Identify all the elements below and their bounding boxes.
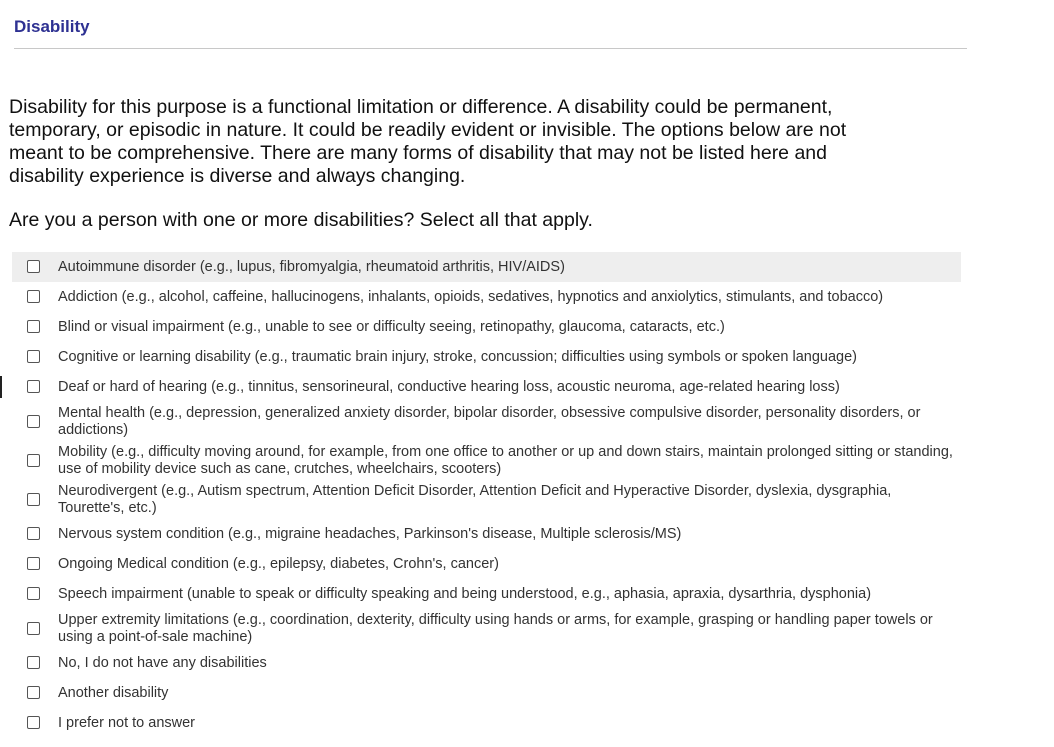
option-label: Mobility (e.g., difficulty moving around, for example, from one office to another or up and down stairs, maintain prolonged sitting or standing, use of mobility device such as cane, crutches, wheelchairs, scooters) — [58, 443, 953, 477]
option-label: No, I do not have any disabilities — [58, 654, 267, 671]
option-mental-health[interactable] — [12, 402, 961, 441]
option-neurodivergent[interactable] — [12, 480, 961, 519]
question-prompt: Are you a person with one or more disabilities? Select all that apply. — [9, 209, 593, 231]
option-no-disability[interactable] — [12, 648, 961, 678]
option-label: Blind or visual impairment (e.g., unable to see or difficulty seeing, retinopathy, glaucoma, cataracts, etc.) — [58, 318, 725, 335]
option-nervous-system[interactable] — [12, 519, 961, 549]
checkbox[interactable] — [27, 527, 40, 540]
checkbox[interactable] — [27, 557, 40, 570]
option-label: Ongoing Medical condition (e.g., epilepsy, diabetes, Crohn's, cancer) — [58, 555, 499, 572]
option-addiction[interactable] — [12, 282, 961, 312]
checkbox[interactable] — [27, 454, 40, 467]
option-label: Another disability — [58, 684, 169, 701]
checkbox[interactable] — [27, 716, 40, 729]
option-speech-impairment[interactable] — [12, 579, 961, 609]
option-blind-visual[interactable] — [12, 312, 961, 342]
option-label: Speech impairment (unable to speak or difficulty speaking and being understood, e.g., aphasia, apraxia, dysarthria, dysphonia) — [58, 585, 872, 602]
option-deaf-hearing[interactable] — [12, 372, 961, 402]
checkbox[interactable] — [27, 622, 40, 635]
option-label: Upper extremity limitations (e.g., coordination, dexterity, difficulty using hands or arms, for example, grasping or handling paper towels or using a point-of-sale machine) — [58, 611, 933, 645]
option-mobility[interactable] — [12, 441, 961, 480]
checkbox[interactable] — [27, 415, 40, 428]
option-label: Cognitive or learning disability (e.g., traumatic brain injury, stroke, concussion; difficulties using symbols or spoken language) — [58, 348, 857, 365]
checkbox[interactable] — [27, 686, 40, 699]
checkbox[interactable] — [27, 290, 40, 303]
section-header — [14, 17, 967, 37]
checkbox[interactable] — [27, 493, 40, 506]
checkbox[interactable] — [27, 380, 40, 393]
section-title: Disability — [14, 17, 90, 36]
disability-options-list — [12, 252, 961, 738]
checkbox[interactable] — [27, 350, 40, 363]
option-prefer-not-to-answer[interactable] — [12, 708, 961, 738]
option-autoimmune[interactable] — [12, 252, 961, 282]
checkbox[interactable] — [27, 587, 40, 600]
option-label: Mental health (e.g., depression, generalized anxiety disorder, bipolar disorder, obsessive compulsive disorder, personality disorders, or addictions) — [58, 404, 921, 438]
checkbox[interactable] — [27, 656, 40, 669]
option-label: Deaf or hard of hearing (e.g., tinnitus, sensorineural, conductive hearing loss, acoustic neuroma, age-related hearing loss) — [58, 378, 840, 395]
option-label: Addiction (e.g., alcohol, caffeine, hallucinogens, inhalants, opioids, sedatives, hypnotics and anxiolytics, stimulants, and tobacco) — [58, 288, 884, 305]
checkbox[interactable] — [27, 320, 40, 333]
intro-paragraph: Disability for this purpose is a functional limitation or difference. A disability could be permanent, temporary, or episodic in nature. It could be readily evident or invisible. The options below are not meant to be comprehensive. There are many forms of disability that may not be listed here and disability experience is diverse and always changing. — [9, 96, 847, 187]
option-label: Autoimmune disorder (e.g., lupus, fibromyalgia, rheumatoid arthritis, HIV/AIDS) — [58, 258, 565, 275]
option-label: I prefer not to answer — [58, 714, 196, 731]
option-label: Neurodivergent (e.g., Autism spectrum, Attention Deficit Disorder, Attention Deficit and Hyperactive Disorder, dyslexia, dysgraphia, Tourette's, etc.) — [58, 482, 892, 516]
option-upper-extremity[interactable] — [12, 609, 961, 648]
option-ongoing-medical[interactable] — [12, 549, 961, 579]
option-another-disability[interactable] — [12, 678, 961, 708]
checkbox[interactable] — [27, 260, 40, 273]
option-label: Nervous system condition (e.g., migraine headaches, Parkinson's disease, Multiple sclerosis/MS) — [58, 525, 682, 542]
header-divider — [14, 48, 967, 49]
page-edge-mark — [0, 376, 2, 398]
option-cognitive-learning[interactable] — [12, 342, 961, 372]
